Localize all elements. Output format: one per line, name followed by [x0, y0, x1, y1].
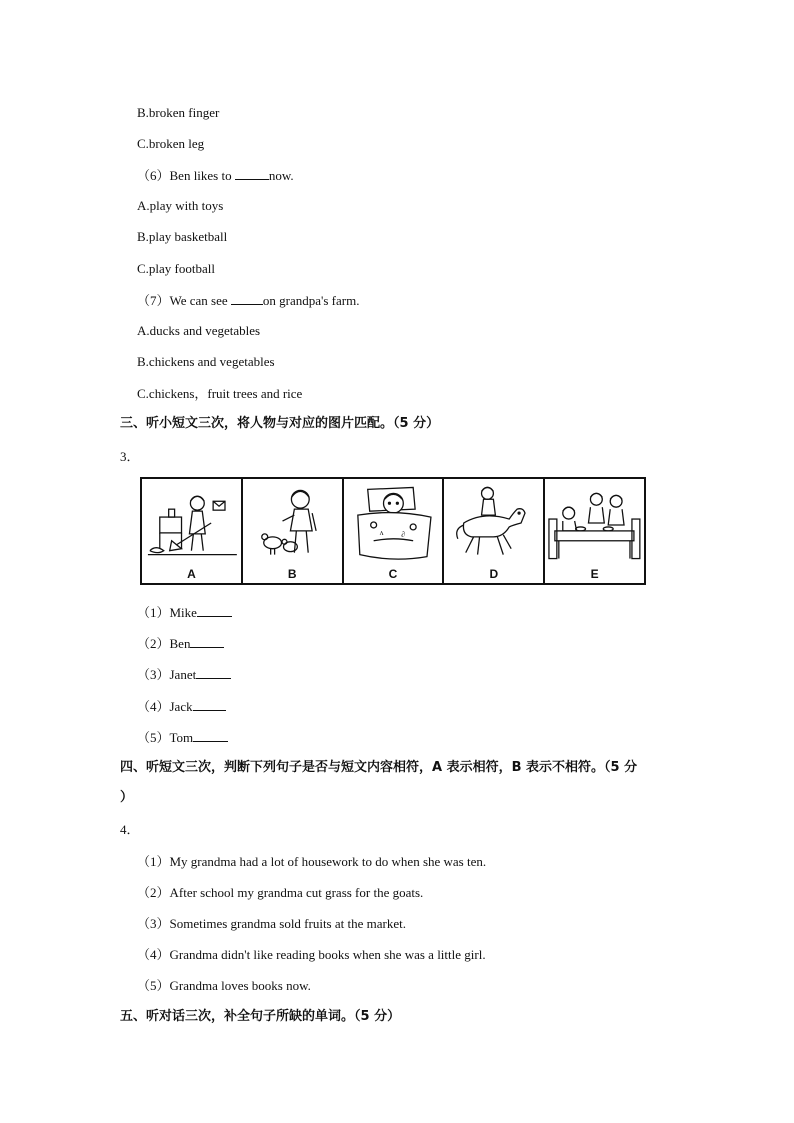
q7-stem [137, 292, 359, 309]
q7-option-a: A.ducks and vegetables [137, 323, 261, 338]
q5-option-b: B.broken finger [137, 105, 220, 120]
q6-option-c: C.play football [137, 261, 215, 276]
judge-item-1: （1）My grandma had a lot of housework to do when she was ten. [137, 854, 487, 869]
woman-sweeping-illustration [142, 479, 241, 567]
q6-option-a: A.play with toys [137, 198, 224, 213]
panel-label-c: C [388, 567, 398, 581]
answer-blank[interactable] [235, 167, 269, 180]
answer-blank[interactable] [231, 292, 263, 305]
panel-label-b: B [287, 567, 297, 581]
question-number-4: 4． [120, 822, 140, 837]
match-item-2 [137, 635, 224, 652]
judge-item-4: （4）Grandma didn't like reading books when she was a little girl. [137, 947, 486, 962]
svg-text:ʌ: ʌ [379, 527, 384, 537]
match-item-4 [137, 698, 226, 715]
picture-panel-d [444, 479, 545, 583]
q7-prefix: （7）We can see [137, 293, 231, 308]
section4-heading: 四、听短文三次，判断下列句子是否与短文内容相符，A 表示相符，B 表示不相符。（5 分 [120, 760, 638, 775]
match-item-label: （3）Janet [137, 667, 197, 682]
picture-panel-e [545, 479, 644, 583]
answer-blank[interactable] [196, 666, 231, 679]
q6-suffix: now. [268, 168, 294, 183]
svg-text:∂: ∂ [400, 529, 405, 539]
question-number-3: 3． [120, 449, 140, 464]
q7-option-c: C.chickens，fruit trees and rice [137, 386, 303, 401]
answer-blank[interactable] [197, 604, 232, 617]
match-item-label: （4）Jack [137, 699, 193, 714]
boy-feeding-chickens-illustration [243, 479, 342, 567]
match-item-5 [137, 729, 228, 746]
panel-label-e: E [590, 567, 599, 581]
q6-stem [137, 167, 294, 184]
judge-item-5: （5）Grandma loves books now. [137, 978, 311, 993]
q7-suffix: on grandpa's farm. [262, 293, 360, 308]
boy-riding-horse-illustration [444, 479, 543, 567]
family-dinner-illustration [545, 479, 644, 567]
section5-heading: 五、听对话三次，补全句子所缺的单词。（5 分） [120, 1009, 401, 1024]
match-item-label: （2）Ben [137, 636, 191, 651]
q7-option-b: B.chickens and vegetables [137, 354, 275, 369]
q6-option-b: B.play basketball [137, 229, 228, 244]
q5-option-c: C.broken leg [137, 136, 205, 151]
picture-panel-b [243, 479, 344, 583]
panel-label-d: D [489, 567, 499, 581]
answer-blank[interactable] [193, 729, 228, 742]
section4-heading-continued: ） [120, 790, 134, 805]
match-item-3 [137, 666, 231, 683]
picture-panel-c [344, 479, 445, 583]
match-item-label: （5）Tom [137, 730, 194, 745]
section3-heading: 三、听小短文三次，将人物与对应的图片匹配。（5 分） [120, 416, 440, 431]
judge-item-2: （2）After school my grandma cut grass for the goats. [137, 885, 424, 900]
boy-sick-in-bed-illustration [344, 479, 443, 567]
picture-panel-a [142, 479, 243, 583]
match-item-label: （1）Mike [137, 605, 197, 620]
match-item-1 [137, 604, 232, 621]
answer-blank[interactable] [193, 698, 226, 711]
answer-blank[interactable] [190, 635, 224, 648]
panel-label-a: A [187, 567, 196, 581]
judge-item-3: （3）Sometimes grandma sold fruits at the market. [137, 916, 406, 931]
picture-strip [140, 477, 646, 585]
q6-prefix: （6）Ben likes to [137, 168, 235, 183]
